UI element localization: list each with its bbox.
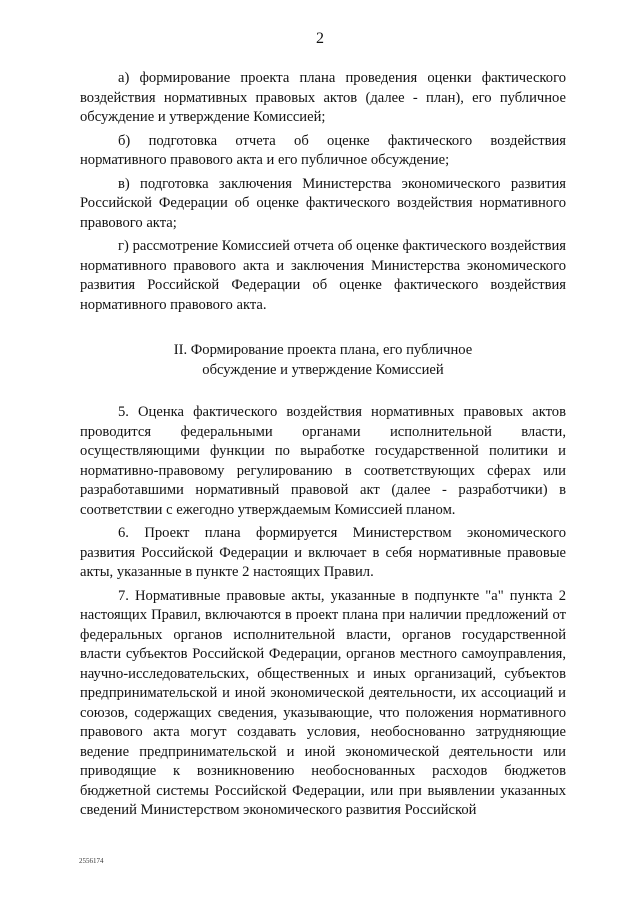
document-body xyxy=(80,69,566,821)
paragraph-g: г) рассмотрение Комиссией отчета об оценке фактического воздействия нормативного правового акта и заключения Министерства экономического развития Российской Федерации об оценке фактического воздействия нормативного правового акта. xyxy=(80,238,566,313)
paragraph-b: б) подготовка отчета об оценке фактического воздействия нормативного правового акта и его публичное обсуждение; xyxy=(80,132,566,168)
page-number: 2 xyxy=(316,30,324,47)
document-code: 2556174 xyxy=(79,857,104,865)
paragraph-6: 6. Проект плана формируется Министерством экономического развития Российской Федерации и включает в себя нормативные правовые акты, указанные в пункте 2 настоящих Правил. xyxy=(80,525,566,580)
section-heading-line-1: II. Формирование проекта плана, его публичное xyxy=(173,342,473,358)
paragraph-a: а) формирование проекта плана проведения оценки фактического воздействия нормативных правовых актов (далее - план), его публичное обсуждение и утверждение Комиссией; xyxy=(80,70,566,125)
section-heading-line-2: обсуждение и утверждение Комиссией xyxy=(202,362,444,378)
paragraph-7: 7. Нормативные правовые акты, указанные в подпункте "а" пункта 2 настоящих Правил, включаются в проект плана при наличии предложений от федеральных органов исполнительной власти, органов государственной власти субъектов Российской Федерации, органов местного самоуправления, научно-исследовательских, общественных и иных организаций, субъектов предпринимательской и иной экономической деятельности, их ассоциаций и союзов, содержащих сведения, указывающие, что положения нормативного правового акта могут создавать условия, необоснованно затрудняющие ведение предпринимательской и иной экономической деятельности или приводящие к возникновению необоснованных расходов бюджетов бюджетной системы Российской Федерации, или при выявлении указанных сведений Министерством экономического развития Российской xyxy=(80,587,566,818)
paragraph-v: в) подготовка заключения Министерства экономического развития Российской Федерации об оценке фактического воздействия нормативного правового акта; xyxy=(80,175,566,231)
section-heading xyxy=(80,340,566,380)
paragraph-5: 5. Оценка фактического воздействия нормативных правовых актов проводится федеральными органами исполнительной власти, осуществляющими функции по выработке государственной политики и нормативно-правовому регулированию в соответствующих сферах или разработавшими нормативный правовой акт (далее - разработчики) в соответствии с ежегодно утверждаемым Комиссией планом. xyxy=(80,404,566,518)
